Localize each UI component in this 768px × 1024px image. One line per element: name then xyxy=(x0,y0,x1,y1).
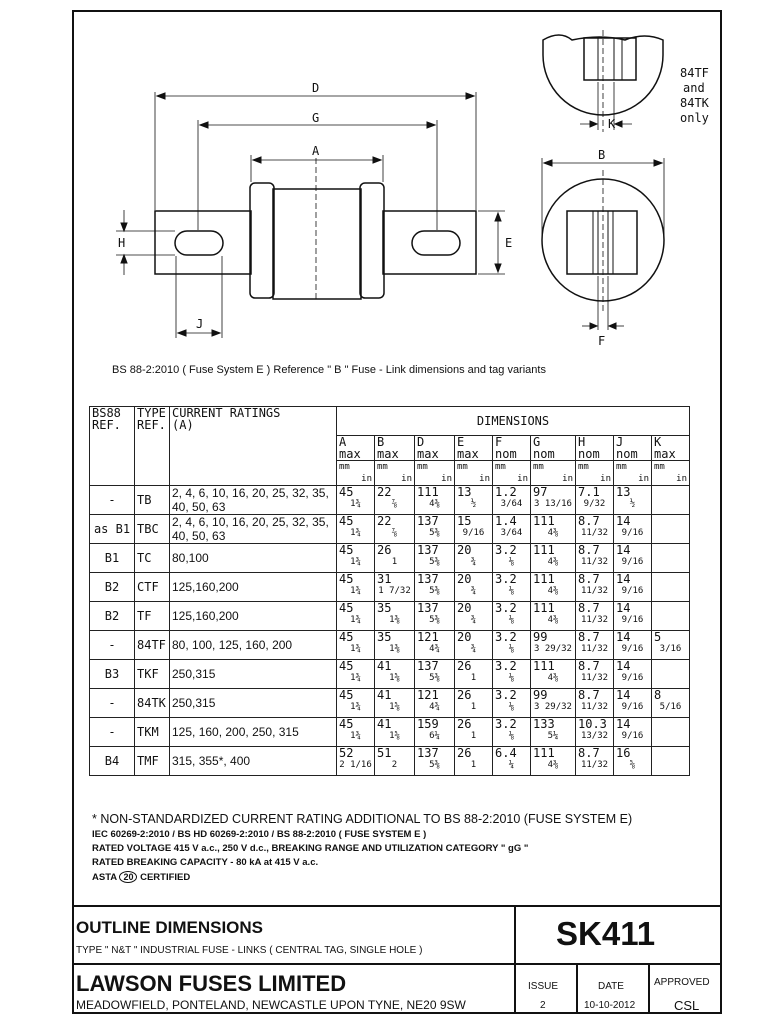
cell-dim-K xyxy=(652,515,690,544)
cell-bs88-ref: as B1 xyxy=(90,515,135,544)
cell-dim-G: 99 3 29/32 xyxy=(531,631,576,660)
dim-units-F: mm in xyxy=(493,461,531,486)
cell-bs88-ref: B4 xyxy=(90,747,135,776)
cell-current-ratings: 125,160,200 xyxy=(170,602,337,631)
cell-dim-B: 35 1⅜ xyxy=(375,602,415,631)
cell-dim-B: 41 1⅝ xyxy=(375,660,415,689)
svg-text:and: and xyxy=(683,81,705,95)
cell-dim-G: 111 4⅜ xyxy=(531,515,576,544)
cell-dim-D: 121 4¾ xyxy=(415,689,455,718)
cell-dim-A: 45 1¾ xyxy=(337,602,375,631)
cell-current-ratings: 125, 160, 200, 250, 315 xyxy=(170,718,337,747)
header-type-ref: TYPE REF. xyxy=(135,407,170,486)
cell-dim-H: 8.7 11/32 xyxy=(576,689,614,718)
cell-dim-B: 31 1 7/32 xyxy=(375,573,415,602)
cell-dim-J: 16 ⅝ xyxy=(614,747,652,776)
svg-text:E: E xyxy=(505,236,513,250)
cell-current-ratings: 125,160,200 xyxy=(170,573,337,602)
cell-dim-H: 7.1 9/32 xyxy=(576,486,614,515)
cell-dim-H: 8.7 11/32 xyxy=(576,515,614,544)
cell-dim-J: 14 9/16 xyxy=(614,544,652,573)
svg-text:G: G xyxy=(312,111,320,125)
cell-type-ref: TKM xyxy=(135,718,170,747)
title: OUTLINE DIMENSIONS xyxy=(76,918,264,937)
cell-current-ratings: 315, 355*, 400 xyxy=(170,747,337,776)
cell-current-ratings: 250,315 xyxy=(170,660,337,689)
note-rated-voltage: RATED VOLTAGE 415 V a.c., 250 V d.c., BREAKING RANGE AND UTILIZATION CATEGORY " gG " xyxy=(92,843,529,854)
cell-type-ref: TC xyxy=(135,544,170,573)
dim-units-H: mm in xyxy=(576,461,614,486)
table-row xyxy=(90,602,690,631)
cell-dim-F: 6.4 ¼ xyxy=(493,747,531,776)
left-tag xyxy=(155,211,251,274)
asta-mark: 20 xyxy=(119,871,137,883)
cell-dim-G: 97 3 13/16 xyxy=(531,486,576,515)
title-block xyxy=(72,905,722,1014)
cell-dim-J: 14 9/16 xyxy=(614,631,652,660)
svg-text:J: J xyxy=(196,317,204,331)
svg-text:H: H xyxy=(118,236,126,250)
cell-current-ratings: 250,315 xyxy=(170,689,337,718)
cell-dim-E: 20 ¾ xyxy=(455,573,493,602)
cell-dim-F: 3.2 ⅛ xyxy=(493,718,531,747)
header-dimensions: DIMENSIONS xyxy=(337,407,690,436)
cell-dim-K xyxy=(652,486,690,515)
cell-dim-B: 41 1⅝ xyxy=(375,718,415,747)
cell-dim-K xyxy=(652,602,690,631)
cell-dim-A: 45 1¾ xyxy=(337,515,375,544)
cell-dim-E: 13 ½ xyxy=(455,486,493,515)
cell-dim-E: 20 ¾ xyxy=(455,544,493,573)
svg-text:only: only xyxy=(680,111,709,125)
cell-dim-J: 14 9/16 xyxy=(614,515,652,544)
table-row xyxy=(90,573,690,602)
cell-dim-H: 8.7 11/32 xyxy=(576,573,614,602)
right-endcap xyxy=(360,183,384,298)
approved-label: APPROVED xyxy=(654,977,710,988)
cell-dim-E: 20 ¾ xyxy=(455,602,493,631)
cell-type-ref: TB xyxy=(135,486,170,515)
header-bs88-ref: BS88 REF. xyxy=(90,407,135,486)
table-row xyxy=(90,718,690,747)
cell-dim-F: 1.2 3/64 xyxy=(493,486,531,515)
table-row xyxy=(90,544,690,573)
note-asta: ASTA 20 CERTIFIED xyxy=(92,872,191,883)
cell-dim-B: 41 1⅝ xyxy=(375,689,415,718)
cell-dim-A: 45 1¾ xyxy=(337,573,375,602)
cell-dim-J: 14 9/16 xyxy=(614,660,652,689)
cell-current-ratings: 2, 4, 6, 10, 16, 20, 25, 32, 35, 40, 50, 63 xyxy=(170,486,337,515)
cell-type-ref: 84TF xyxy=(135,631,170,660)
cell-type-ref: TBC xyxy=(135,515,170,544)
cell-dim-H: 8.7 11/32 xyxy=(576,747,614,776)
cell-dim-J: 13 ½ xyxy=(614,486,652,515)
cell-dim-A: 45 1¾ xyxy=(337,689,375,718)
cell-dim-A: 52 2 1/16 xyxy=(337,747,375,776)
table-row xyxy=(90,515,690,544)
dim-units-A: mm in xyxy=(337,461,375,486)
cell-dim-K: 5 3/16 xyxy=(652,631,690,660)
cell-dim-E: 20 ¾ xyxy=(455,631,493,660)
cell-type-ref: TF xyxy=(135,602,170,631)
cell-bs88-ref: B1 xyxy=(90,544,135,573)
company-name: LAWSON FUSES LIMITED xyxy=(76,971,347,996)
cell-bs88-ref: - xyxy=(90,718,135,747)
dim-units-D: mm in xyxy=(415,461,455,486)
cell-dim-D: 159 6¼ xyxy=(415,718,455,747)
cell-dim-K xyxy=(652,660,690,689)
svg-text:F: F xyxy=(598,334,606,348)
cell-dim-H: 8.7 11/32 xyxy=(576,631,614,660)
cell-dim-A: 45 1¾ xyxy=(337,544,375,573)
cell-dim-K xyxy=(652,573,690,602)
svg-text:A: A xyxy=(312,144,320,158)
svg-text:K: K xyxy=(608,117,616,131)
issue-value: 2 xyxy=(540,1000,546,1011)
cell-dim-K xyxy=(652,544,690,573)
cell-dim-F: 3.2 ⅛ xyxy=(493,573,531,602)
issue-label: ISSUE xyxy=(528,981,559,992)
drawing-number: SK411 xyxy=(556,915,656,952)
cell-bs88-ref: B2 xyxy=(90,602,135,631)
cell-type-ref: TMF xyxy=(135,747,170,776)
cell-dim-J: 14 9/16 xyxy=(614,689,652,718)
cell-dim-D: 137 5⅜ xyxy=(415,515,455,544)
cell-dim-E: 15 9/16 xyxy=(455,515,493,544)
left-slot xyxy=(175,231,223,255)
cell-current-ratings: 80,100 xyxy=(170,544,337,573)
left-endcap xyxy=(250,183,274,298)
notes xyxy=(92,812,632,883)
cell-dim-B: 22 ⅞ xyxy=(375,515,415,544)
cell-dim-B: 22 ⅞ xyxy=(375,486,415,515)
cell-dim-G: 111 4⅜ xyxy=(531,747,576,776)
cell-dim-F: 3.2 ⅛ xyxy=(493,660,531,689)
cell-dim-B: 35 1⅜ xyxy=(375,631,415,660)
svg-text:84TK: 84TK xyxy=(680,96,709,110)
cell-dim-D: 137 5⅜ xyxy=(415,602,455,631)
cell-dim-K xyxy=(652,718,690,747)
cell-dim-A: 45 1¾ xyxy=(337,718,375,747)
cell-dim-D: 137 5⅜ xyxy=(415,660,455,689)
cell-dim-J: 14 9/16 xyxy=(614,718,652,747)
cell-dim-J: 14 9/16 xyxy=(614,573,652,602)
table-row xyxy=(90,747,690,776)
dim-units-B: mm in xyxy=(375,461,415,486)
dimensions-table xyxy=(89,406,690,776)
cell-dim-G: 111 4⅜ xyxy=(531,573,576,602)
cell-dim-J: 14 9/16 xyxy=(614,602,652,631)
dim-header-K: K max xyxy=(652,436,690,461)
cell-bs88-ref: - xyxy=(90,486,135,515)
dim-header-J: J nom xyxy=(614,436,652,461)
cell-dim-H: 8.7 11/32 xyxy=(576,544,614,573)
cell-dim-F: 3.2 ⅛ xyxy=(493,602,531,631)
cell-bs88-ref: B2 xyxy=(90,573,135,602)
cell-bs88-ref: B3 xyxy=(90,660,135,689)
cell-bs88-ref: - xyxy=(90,689,135,718)
cell-dim-F: 3.2 ⅛ xyxy=(493,631,531,660)
cell-dim-H: 10.3 13/32 xyxy=(576,718,614,747)
date-label: DATE xyxy=(598,981,624,992)
note-standards: IEC 60269-2:2010 / BS HD 60269-2:2010 / BS 88-2:2010 ( FUSE SYSTEM E ) xyxy=(92,829,427,840)
dim-header-B: B max xyxy=(375,436,415,461)
cell-dim-K xyxy=(652,747,690,776)
cell-dim-F: 1.4 3/64 xyxy=(493,515,531,544)
svg-text:B: B xyxy=(598,148,606,162)
cell-dim-A: 45 1¾ xyxy=(337,660,375,689)
dim-header-H: H nom xyxy=(576,436,614,461)
cell-dim-D: 137 5⅜ xyxy=(415,747,455,776)
table-row xyxy=(90,689,690,718)
date-value: 10-10-2012 xyxy=(584,1000,636,1011)
cell-dim-G: 111 4⅜ xyxy=(531,602,576,631)
cell-dim-A: 45 1¾ xyxy=(337,631,375,660)
drawing-caption: BS 88-2:2010 ( Fuse System E ) Reference " B " Fuse - Link dimensions and tag variants xyxy=(112,364,546,376)
cell-dim-D: 111 4⅜ xyxy=(415,486,455,515)
table-row xyxy=(90,660,690,689)
cell-type-ref: 84TK xyxy=(135,689,170,718)
table-row xyxy=(90,631,690,660)
cell-type-ref: CTF xyxy=(135,573,170,602)
cell-dim-H: 8.7 11/32 xyxy=(576,660,614,689)
dim-header-A: A max xyxy=(337,436,375,461)
dim-units-G: mm in xyxy=(531,461,576,486)
cell-dim-G: 133 5¼ xyxy=(531,718,576,747)
note-nonstandard: * NON-STANDARDIZED CURRENT RATING ADDITIONAL TO BS 88-2:2010 (FUSE SYSTEM E) xyxy=(92,812,633,826)
note-breaking-capacity: RATED BREAKING CAPACITY - 80 kA at 415 V a.c. xyxy=(92,857,319,868)
cell-dim-G: 111 4⅜ xyxy=(531,660,576,689)
cell-dim-B: 51 2 xyxy=(375,747,415,776)
cell-dim-E: 26 1 xyxy=(455,660,493,689)
dim-header-D: D max xyxy=(415,436,455,461)
subtitle: TYPE " N&T " INDUSTRIAL FUSE - LINKS ( CENTRAL TAG, SINGLE HOLE ) xyxy=(76,945,423,956)
cell-dim-A: 45 1¾ xyxy=(337,486,375,515)
dim-header-F: F nom xyxy=(493,436,531,461)
table-row xyxy=(90,486,690,515)
cell-dim-B: 26 1 xyxy=(375,544,415,573)
cell-current-ratings: 2, 4, 6, 10, 16, 20, 25, 32, 35, 40, 50, 63 xyxy=(170,515,337,544)
dim-header-E: E max xyxy=(455,436,493,461)
cell-dim-E: 26 1 xyxy=(455,718,493,747)
cell-current-ratings: 80, 100, 125, 160, 200 xyxy=(170,631,337,660)
cell-dim-G: 99 3 29/32 xyxy=(531,689,576,718)
right-tag xyxy=(383,211,476,274)
fuse-body xyxy=(273,189,361,299)
right-slot xyxy=(412,231,460,255)
dim-header-G: G nom xyxy=(531,436,576,461)
cell-bs88-ref: - xyxy=(90,631,135,660)
dim-units-K: mm in xyxy=(652,461,690,486)
dim-units-E: mm in xyxy=(455,461,493,486)
cell-dim-K: 8 5/16 xyxy=(652,689,690,718)
dim-label-D: D xyxy=(312,81,320,95)
dim-units-J: mm in xyxy=(614,461,652,486)
approved-value: CSL xyxy=(674,998,700,1013)
fuse-outline-drawing xyxy=(0,0,768,400)
cell-dim-F: 3.2 ⅛ xyxy=(493,544,531,573)
header-current-ratings: CURRENT RATINGS (A) xyxy=(170,407,337,486)
variant-note-1: 84TF xyxy=(680,66,709,80)
cell-dim-D: 121 4¾ xyxy=(415,631,455,660)
cell-dim-F: 3.2 ⅛ xyxy=(493,689,531,718)
company-address: MEADOWFIELD, PONTELAND, NEWCASTLE UPON TYNE, NE20 9SW xyxy=(76,998,466,1012)
cell-type-ref: TKF xyxy=(135,660,170,689)
cell-dim-G: 111 4⅜ xyxy=(531,544,576,573)
cell-dim-D: 137 5⅜ xyxy=(415,544,455,573)
cell-dim-H: 8.7 11/32 xyxy=(576,602,614,631)
cell-dim-E: 26 1 xyxy=(455,689,493,718)
cell-dim-E: 26 1 xyxy=(455,747,493,776)
cell-dim-D: 137 5⅜ xyxy=(415,573,455,602)
